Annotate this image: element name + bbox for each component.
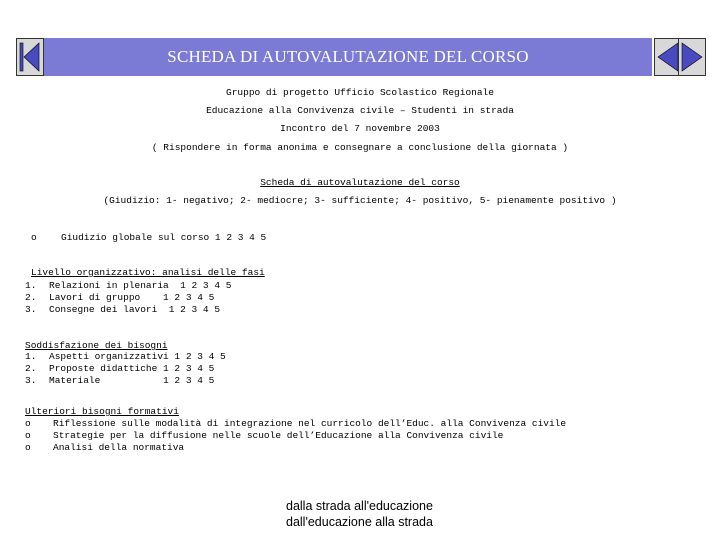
- footer-line-1: dalla strada all'educazione: [286, 499, 433, 513]
- bullet-marker: o: [25, 418, 31, 429]
- list-item: Riflessione sulle modalità di integrazione nel curricolo dell’Educ. alla Convivenza civile: [53, 418, 567, 429]
- footer-motto: [286, 498, 433, 530]
- intro-line-2: Educazione alla Convivenza civile – Studenti in strada: [206, 105, 514, 116]
- list-item: Aspetti organizzativi 1 2 3 4 5: [49, 351, 226, 362]
- section-title-organizzativo: Livello organizzativo: analisi delle fasi: [31, 267, 265, 278]
- intro-line-4: ( Rispondere in forma anonima e consegnare a conclusione della giornata ): [151, 142, 569, 153]
- list-item: Lavori di gruppo 1 2 3 4 5: [49, 292, 215, 303]
- page-title: SCHEDA DI AUTOVALUTAZIONE DEL CORSO: [167, 47, 529, 66]
- forward-arrow-icon: [679, 39, 705, 75]
- scheda-title: Scheda di autovalutazione del corso: [260, 177, 460, 188]
- list-item-number: 2.: [25, 363, 37, 374]
- global-judgement: Giudizio globale sul corso 1 2 3 4 5: [61, 232, 267, 243]
- list-item: Materiale 1 2 3 4 5: [49, 375, 215, 386]
- intro-line-3: Incontro del 7 novembre 2003: [280, 123, 440, 134]
- list-item-number: 3.: [25, 375, 37, 386]
- list-item-number: 1.: [25, 351, 37, 362]
- footer-line-2: dall'educazione alla strada: [286, 515, 433, 529]
- list-item: Strategie per la diffusione nelle scuole dell’Educazione alla Convivenza civile: [53, 430, 504, 441]
- bullet-marker: o: [31, 232, 37, 243]
- list-item-number: 1.: [25, 280, 37, 291]
- list-item: Consegne dei lavori 1 2 3 4 5: [49, 304, 221, 315]
- list-item: Analisi della normativa: [53, 442, 185, 453]
- rating-scale: (Giudizio: 1- negativo; 2- mediocre; 3- sufficiente; 4- positivo, 5- pienamente positivo ): [103, 195, 617, 206]
- bullet-marker: o: [25, 442, 31, 453]
- first-slide-button[interactable]: [16, 38, 44, 76]
- section-title-bisogni: Soddisfazione dei bisogni: [25, 340, 168, 351]
- title-bar: [44, 38, 652, 76]
- list-item: Relazioni in plenaria 1 2 3 4 5: [49, 280, 232, 291]
- skip-back-icon: [17, 39, 43, 75]
- list-item-number: 3.: [25, 304, 37, 315]
- intro-line-1: Gruppo di progetto Ufficio Scolastico Regionale: [226, 87, 494, 98]
- list-item: Proposte didattiche 1 2 3 4 5: [49, 363, 215, 374]
- next-slide-button[interactable]: [678, 38, 706, 76]
- list-item-number: 2.: [25, 292, 37, 303]
- bullet-marker: o: [25, 430, 31, 441]
- section-title-formativi: Ulteriori bisogni formativi: [25, 406, 179, 417]
